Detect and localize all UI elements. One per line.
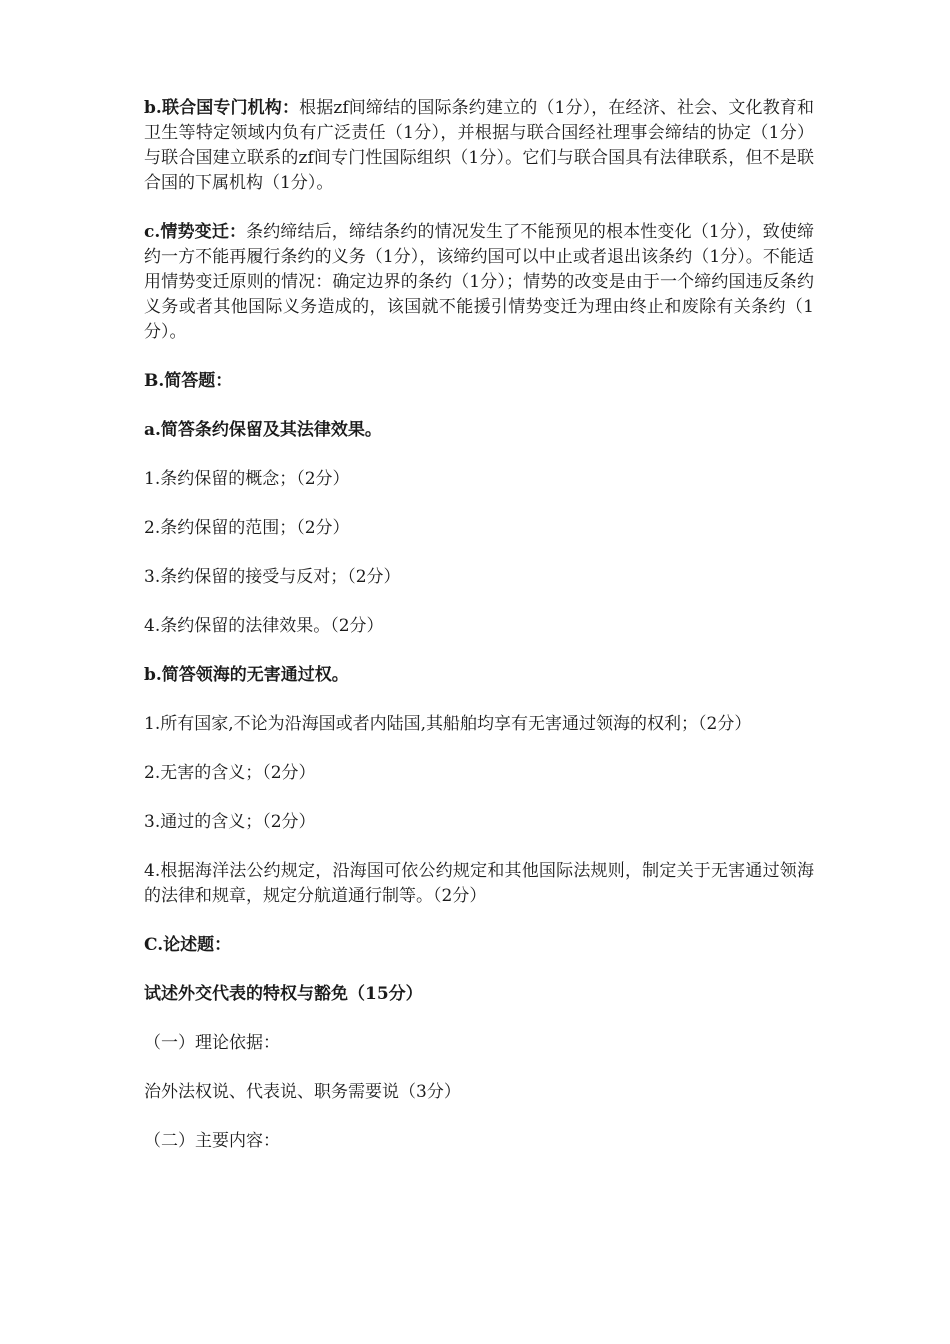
question-treaty-reservation: a.简答条约保留及其法律效果。 xyxy=(144,420,382,440)
definition-rebus-sic-stantibus xyxy=(144,220,814,345)
definition-specialized-agencies xyxy=(144,96,814,196)
answer-item: 2.无害的含义；（2分） xyxy=(144,763,316,783)
document-page xyxy=(144,96,814,1178)
definition-term: c.情势变迁： xyxy=(144,222,247,242)
essay-part-1-text: 治外法权说、代表说、职务需要说（3分） xyxy=(144,1082,461,1102)
answer-item: 3.条约保留的接受与反对；（2分） xyxy=(144,567,401,587)
essay-part-1-title: （一）理论依据： xyxy=(144,1033,280,1053)
answer-item: 1.所有国家,不论为沿海国或者内陆国,其船舶均享有无害通过领海的权利；（2分） xyxy=(144,714,752,734)
essay-question: 试述外交代表的特权与豁免（15分） xyxy=(144,984,423,1004)
answer-item: 4.根据海洋法公约规定，沿海国可依公约规定和其他国际法规则，制定关于无害通过领海的法律和规章，规定分航道通行制等。（2分） xyxy=(144,861,814,906)
section-b-title: B.简答题： xyxy=(144,371,233,391)
definition-term: b.联合国专门机构： xyxy=(144,98,300,118)
answer-item: 1.条约保留的概念；（2分） xyxy=(144,469,350,489)
answer-item: 2.条约保留的范围；（2分） xyxy=(144,518,350,538)
definition-text: 根据zf间缔结的国际条约建立的（1分），在经济、社会、文化教育和卫生等特定领域内负有广泛责任（1分），并根据与联合国经社理事会缔结的协定（1分）与联合国建立联系的zf间专门性国际组织（1分）。它们与联合国具有法律联系，但不是联合国的下属机构（1分）。 xyxy=(144,98,814,193)
question-innocent-passage: b.简答领海的无害通过权。 xyxy=(144,665,349,685)
section-c-title: C.论述题： xyxy=(144,935,232,955)
answer-item: 4.条约保留的法律效果。（2分） xyxy=(144,616,384,636)
answer-item: 3.通过的含义；（2分） xyxy=(144,812,316,832)
essay-part-2-title: （二）主要内容： xyxy=(144,1131,280,1151)
definition-text: 条约缔结后，缔结条约的情况发生了不能预见的根本性变化（1分），致使缔约一方不能再履行条约的义务（1分），该缔约国可以中止或者退出该条约（1分）。不能适用情势变迁原则的情况：确定边界的条约（1分）；情势的改变是由于一个缔约国违反条约义务或者其他国际义务造成的，该国就不能援引情势变迁为理由终止和废除有关条约（1分）。 xyxy=(144,222,814,342)
